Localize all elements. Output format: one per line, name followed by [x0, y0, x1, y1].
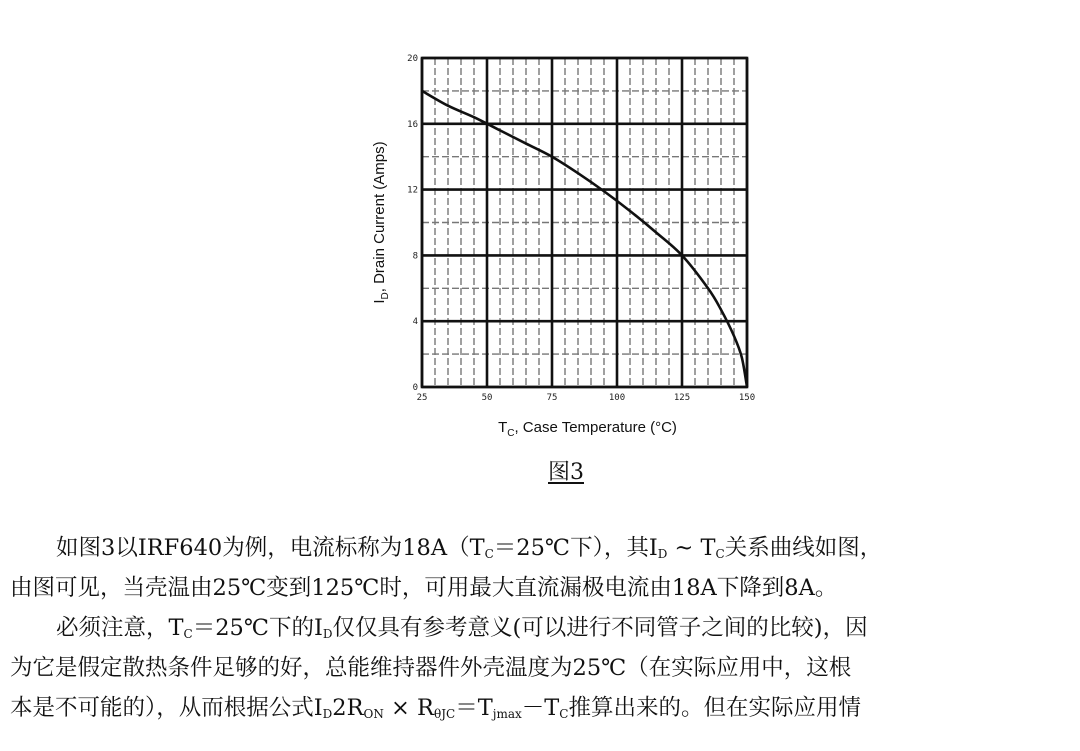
y-tick-label: 12 [407, 185, 418, 196]
y-axis-label-subscript: D [380, 292, 391, 300]
text-run: ＝25℃下的I [192, 615, 323, 641]
text-run: 推算出来的。但在实际应用情 [568, 695, 861, 721]
body-text [10, 528, 1070, 728]
x-tick-label: 50 [481, 393, 493, 403]
text-run: × R [383, 695, 434, 721]
text-line-2 [10, 568, 1070, 608]
text-line-5 [10, 688, 1070, 728]
subscript: D [657, 547, 668, 561]
y-tick-label: 20 [407, 54, 418, 64]
text-line-1 [10, 528, 1070, 568]
subscript: C [559, 707, 569, 721]
x-tick-label: 75 [546, 393, 558, 403]
x-axis-label [498, 419, 677, 439]
series-line [422, 91, 747, 387]
subscript: D [322, 627, 333, 641]
subscript: D [322, 707, 333, 721]
text-run: 为它是假定散热条件足够的好，总能维持器件外壳温度为25℃（在实际应用中，这根 [10, 655, 852, 681]
text-run: 仅仅具有参考意义(可以进行不同管子之间的比较)，因 [332, 615, 868, 641]
text-run: ＝25℃下），其I [493, 535, 658, 561]
subscript: ON [363, 707, 384, 721]
text-run: 如图3以IRF640为例，电流标称为18A（T [56, 535, 485, 561]
text-run: 本是不可能的），从而根据公式I [10, 695, 323, 721]
x-tick-label: 150 [738, 393, 756, 403]
text-line-3 [10, 608, 1070, 648]
text-line-4 [10, 648, 1070, 688]
text-run: －T [521, 695, 560, 721]
text-run: 2R [332, 695, 364, 721]
y-tick-label: 0 [412, 383, 418, 393]
y-tick-label: 4 [412, 317, 418, 328]
text-run: ~ T [667, 535, 716, 561]
subscript: C [715, 547, 725, 561]
subscript: C [484, 547, 494, 561]
x-axis-label-text: , Case Temperature (°C) [514, 419, 677, 436]
text-run: 关系曲线如图， [724, 535, 883, 561]
x-tick-label: 100 [608, 393, 626, 403]
y-axis-label-text: I [371, 299, 388, 304]
subscript: θJC [433, 707, 456, 721]
figure-caption: 图3 [548, 460, 584, 485]
x-tick-label: 125 [673, 393, 691, 403]
text-run: 由图可见，当壳温由25℃变到125℃时，可用最大直流漏极电流由18A下降到8A。 [10, 575, 838, 601]
x-axis-label-subscript: C [507, 428, 515, 439]
text-run: 必须注意，T [56, 615, 184, 641]
subscript: jmax [492, 707, 522, 721]
y-tick-label: 8 [412, 251, 418, 262]
y-axis-label-text: , Drain Current (Amps) [371, 141, 388, 293]
x-axis-label-text: T [498, 419, 508, 436]
y-axis-label [371, 141, 391, 303]
x-tick-label: 25 [416, 393, 428, 403]
subscript: C [183, 627, 193, 641]
text-run: ＝T [455, 695, 493, 721]
y-tick-label: 16 [407, 119, 418, 130]
